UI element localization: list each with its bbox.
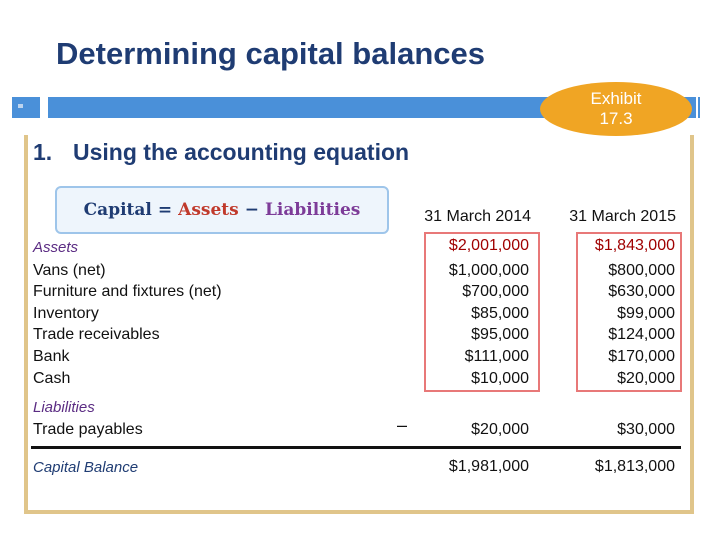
asset-value-2014: $95,000 <box>471 326 529 343</box>
section-heading-text: Using the accounting equation <box>73 139 410 165</box>
accounting-equation <box>55 186 389 234</box>
liability-value-2015: $30,000 <box>617 421 675 438</box>
equation-liabilities: Liabilities <box>264 200 361 220</box>
capital-balance-label: Capital Balance <box>33 459 139 476</box>
section-number: 1. <box>33 139 53 165</box>
column-header-2015: 31 March 2015 <box>569 208 676 225</box>
asset-row-label: Cash <box>33 370 71 387</box>
capital-balance-2014: $1,981,000 <box>448 458 529 475</box>
asset-row-label: Trade receivables <box>33 326 160 343</box>
asset-value-2014: $10,000 <box>471 370 529 387</box>
equation-capital: Capital <box>83 200 152 220</box>
accent-bar-end <box>698 97 700 118</box>
section-heading <box>33 139 409 166</box>
asset-value-2015: $99,000 <box>617 305 675 322</box>
column-header-2014: 31 March 2014 <box>424 208 531 225</box>
accent-bar-mark <box>18 104 23 108</box>
accent-bar-small <box>12 97 40 118</box>
asset-value-2015: $630,000 <box>608 283 675 300</box>
minus-sign: – <box>397 415 408 435</box>
asset-value-2014: $85,000 <box>471 305 529 322</box>
assets-total-2014: $2,001,000 <box>448 237 529 254</box>
asset-value-2014: $1,000,000 <box>448 262 529 279</box>
exhibit-badge-number: 17.3 <box>599 109 633 128</box>
exhibit-badge <box>540 82 692 136</box>
equation-equals: = <box>157 200 173 220</box>
asset-row-label: Vans (net) <box>33 262 106 279</box>
equation-assets: Assets <box>178 200 239 220</box>
total-rule <box>31 446 681 449</box>
assets-category-label: Assets <box>33 239 79 256</box>
assets-total-2015: $1,843,000 <box>594 237 675 254</box>
liabilities-category-label: Liabilities <box>33 399 95 416</box>
exhibit-badge-label: Exhibit <box>590 89 642 108</box>
equation-minus: − <box>244 200 259 220</box>
asset-value-2015: $170,000 <box>608 348 675 365</box>
asset-value-2015: $20,000 <box>617 370 675 387</box>
asset-value-2015: $124,000 <box>608 326 675 343</box>
liability-value-2014: $20,000 <box>471 421 529 438</box>
capital-balance-2015: $1,813,000 <box>594 458 675 475</box>
slide-title: Determining capital balances <box>56 36 485 71</box>
asset-row-label: Bank <box>33 348 70 365</box>
liability-row-label: Trade payables <box>33 421 143 438</box>
asset-row-label: Inventory <box>33 305 99 322</box>
asset-value-2014: $111,000 <box>464 348 529 365</box>
asset-value-2014: $700,000 <box>462 283 529 300</box>
asset-value-2015: $800,000 <box>608 262 675 279</box>
asset-row-label: Furniture and fixtures (net) <box>33 283 222 300</box>
